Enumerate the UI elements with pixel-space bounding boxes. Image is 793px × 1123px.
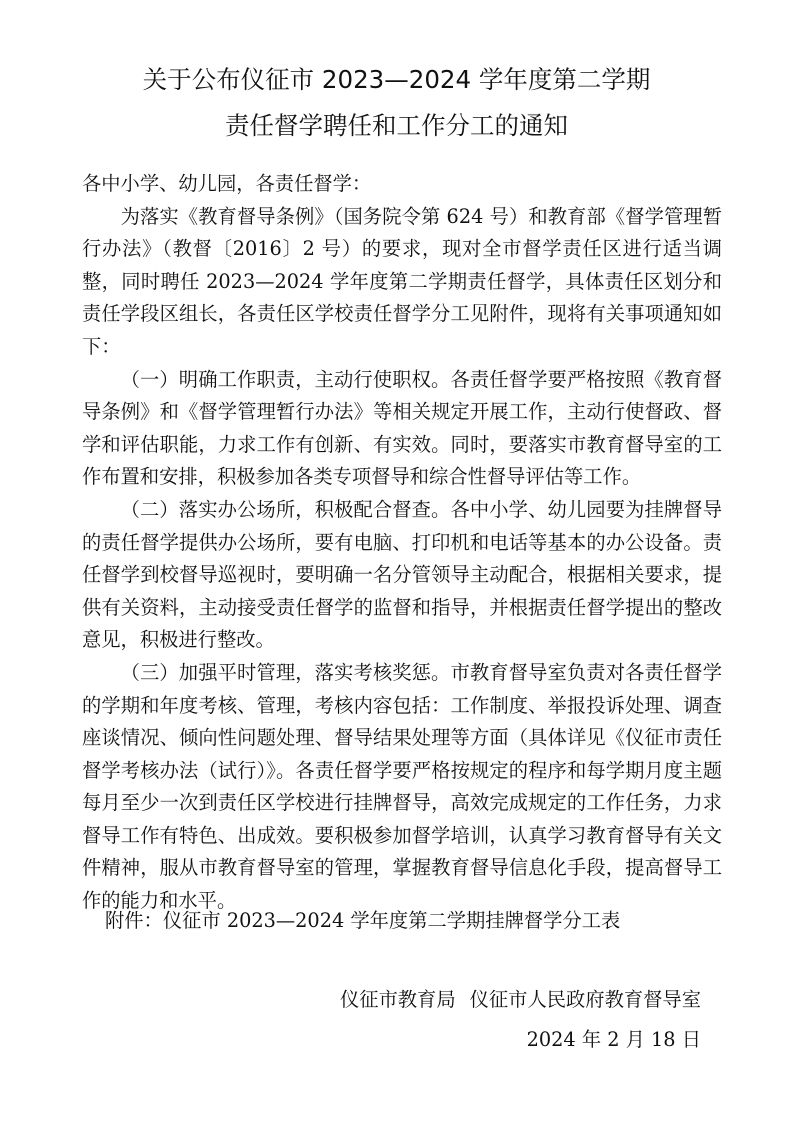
paragraph-item-3: （三）加强平时管理，落实考核奖惩。市教育督导室负责对各责任督学的学期和年度考核、管理，考核内容包括：工作制度、举报投诉处理、调查座谈情况、倾向性问题处理、督导结果处理等方面（具体详见《仪征市责任督学考核办法（试行）》。各责任督学要严格按规定的程序和每学期月度主题每月至少一次到责任区学校进行挂牌督导，高效完成规定的工作任务，力求督导工作有特色、出成效。要积极参加督学培训，认真学习教育督导有关文件精神，服从市教育督导室的管理，掌握教育督导信息化手段，提高督导工作的能力和水平。: [82, 660, 722, 913]
document-title-line-2: 责任督学聘任和工作分工的通知: [225, 111, 568, 140]
paragraph-intro: 为落实《教育督导条例》（国务院令第 624 号）和教育部《督学管理暂行办法》（教督〔2016〕2 号）的要求，现对全市督学责任区进行适当调整，同时聘任 2023—2024 学年度第二学期责任督学，具体责任区划分和责任学段区组长，各责任区学校责任督学分工见附件，现将有关事项通知如下：: [82, 204, 722, 358]
attachment-note: 附件：仪征市 2023—2024 学年度第二学期挂牌督学分工表: [105, 909, 621, 932]
issue-date: 2024 年 2 月 18 日: [526, 1028, 701, 1051]
issuer-signature: [340, 984, 701, 1016]
issuer-education-bureau: 仪征市教育局: [339, 988, 456, 1011]
issuer-supervision-office: 仪征市人民政府教育督导室: [469, 988, 701, 1011]
document-title-line-1: 关于公布仪征市 2023—2024 学年度第二学期: [142, 65, 651, 94]
paragraph-item-2: （二）落实办公场所，积极配合督查。各中小学、幼儿园要为挂牌督导的责任督学提供办公场所，要有电脑、打印机和电话等基本的办公设备。责任督学到校督导巡视时，要明确一名分管领导主动配合，根据相关要求，提供有关资料，主动接受责任督学的监督和指导，并根据责任督学提出的整改意见，积极进行整改。: [82, 497, 722, 652]
paragraph-item-1: （一）明确工作职责，主动行使职权。各责任督学要严格按照《教育督导条例》和《督学管理暂行办法》等相关规定开展工作，主动行使督政、督学和评估职能，力求工作有创新、有实效。同时，要落实市教育督导室的工作布置和安排，积极参加各类专项督导和综合性督导评估等工作。: [82, 367, 722, 489]
salutation: 各中小学、幼儿园，各责任督学：: [82, 172, 372, 195]
document-body: [82, 168, 722, 918]
